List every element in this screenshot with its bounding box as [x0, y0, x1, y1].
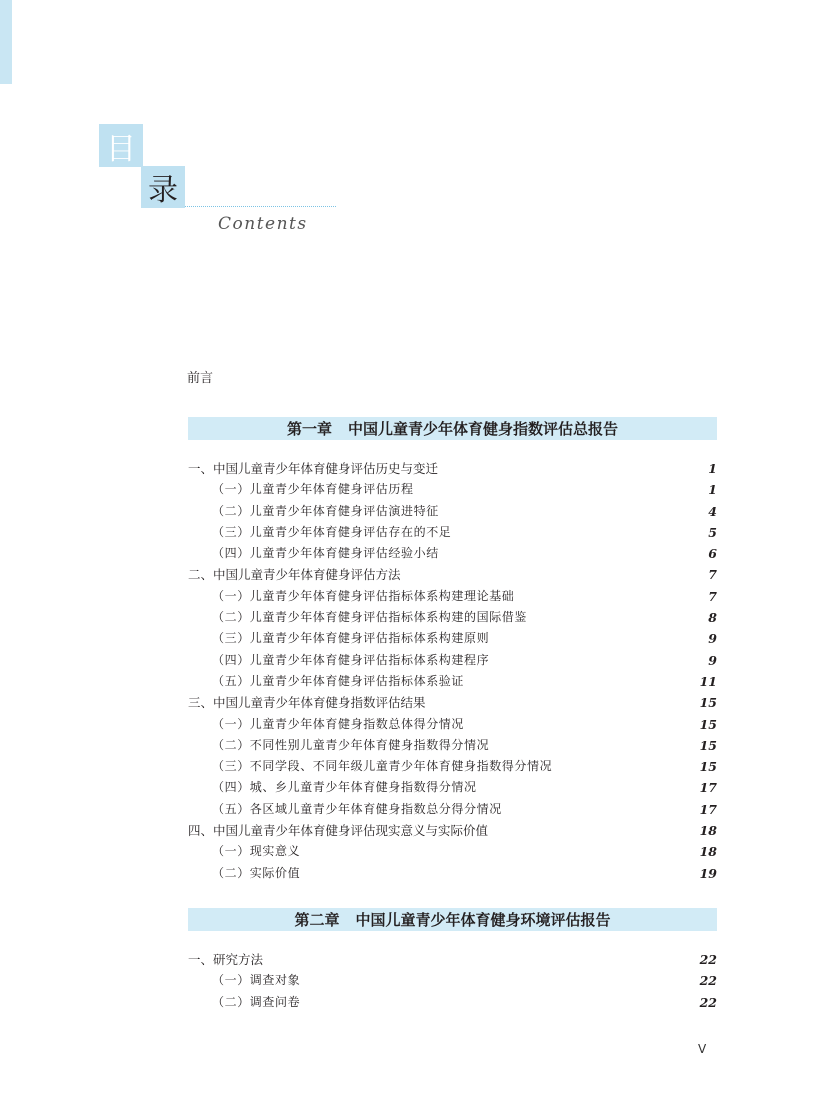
toc-entry-title: （四）儿童青少年体育健身评估经验小结 — [212, 546, 439, 561]
toc-entry-title: （一）调查对象 — [212, 973, 301, 988]
page-number: V — [698, 1042, 707, 1056]
toc-subsection-entry[interactable] — [188, 522, 717, 543]
toc-subsection-entry[interactable] — [188, 863, 717, 884]
toc-subsection-entry[interactable] — [188, 650, 717, 671]
toc-entry-title: （二）儿童青少年体育健身评估指标体系构建的国际借鉴 — [212, 610, 528, 625]
toc-subsection-entry[interactable] — [188, 543, 717, 564]
toc-subsection-entry[interactable] — [188, 714, 717, 735]
toc-subsection-entry[interactable] — [188, 586, 717, 607]
toc-entry-page: 4 — [708, 503, 717, 519]
toc-subsection-entry[interactable] — [188, 756, 717, 777]
toc-entry-title: （二）不同性别儿童青少年体育健身指数得分情况 — [212, 737, 490, 752]
toc-entry-page: 18 — [699, 844, 717, 860]
edge-tab-strip — [0, 0, 12, 84]
toc-subsection-entry[interactable] — [188, 671, 717, 692]
toc-entry-page: 5 — [708, 524, 717, 540]
toc-entry-title: 一、研究方法 — [188, 952, 264, 967]
toc-subsection-entry[interactable] — [188, 970, 717, 991]
toc-entry-page: 11 — [699, 673, 717, 689]
toc-subsection-entry[interactable] — [188, 735, 717, 756]
toc-entry-page: 15 — [699, 759, 717, 775]
toc-entry-title: （四）儿童青少年体育健身评估指标体系构建程序 — [212, 652, 490, 667]
toc-entry-page: 9 — [708, 652, 717, 668]
toc-subsection-entry[interactable] — [188, 607, 717, 628]
toc-entry-page: 17 — [699, 801, 717, 817]
toc-entry-title: （一）儿童青少年体育健身指数总体得分情况 — [212, 716, 465, 731]
toc-subsection-entry[interactable] — [188, 992, 717, 1013]
toc-entry-title: （一）儿童青少年体育健身评估历程 — [212, 482, 414, 497]
toc-entry-page: 18 — [699, 823, 717, 839]
toc-subsection-entry[interactable] — [188, 799, 717, 820]
toc-entry-title: （二）调查问卷 — [212, 994, 301, 1009]
toc-entry-page: 1 — [708, 482, 717, 498]
toc-entry-title: （四）城、乡儿童青少年体育健身指数得分情况 — [212, 780, 477, 795]
toc-entry-page: 19 — [699, 865, 717, 881]
toc-heading-lu — [141, 166, 185, 208]
chapter-2-banner[interactable] — [188, 908, 717, 931]
chapter-1-number: 第一章 — [286, 420, 332, 438]
toc-subsection-entry[interactable] — [188, 501, 717, 522]
toc-subsection-entry[interactable] — [188, 628, 717, 649]
toc-entry-title: （三）不同学段、不同年级儿童青少年体育健身指数得分情况 — [212, 759, 553, 774]
toc-section-entry[interactable] — [188, 458, 717, 479]
toc-subsection-entry[interactable] — [188, 777, 717, 798]
toc-entry-page: 1 — [708, 461, 717, 476]
toc-entry-page: 15 — [699, 716, 717, 732]
chapter-1-banner[interactable] — [188, 417, 717, 440]
toc-entry-page: 22 — [699, 994, 717, 1010]
toc-section-entry[interactable] — [188, 820, 717, 841]
toc-entry-title: 四、中国儿童青少年体育健身评估现实意义与实际价值 — [188, 823, 489, 839]
toc-section-entry[interactable] — [188, 692, 717, 713]
toc-section-entry[interactable] — [188, 949, 717, 970]
toc-entry-page: 8 — [708, 610, 717, 626]
contents-label: Contents — [218, 214, 308, 234]
toc-subsection-entry[interactable] — [188, 841, 717, 862]
chapter-2-title: 中国儿童青少年体育健身环境评估报告 — [355, 911, 611, 929]
toc-entry-page: 6 — [708, 546, 717, 562]
chapter-1-toc — [188, 458, 717, 884]
toc-entry-title: 三、中国儿童青少年体育健身指数评估结果 — [188, 695, 426, 711]
toc-entry-page: 22 — [699, 973, 717, 989]
toc-entry-title: （二）实际价值 — [212, 865, 301, 880]
toc-entry-title: 二、中国儿童青少年体育健身评估方法 — [188, 567, 401, 583]
toc-section-entry[interactable] — [188, 564, 717, 585]
toc-entry-page: 15 — [699, 737, 717, 753]
toc-entry-title: （五）各区域儿童青少年体育健身指数总分得分情况 — [212, 801, 502, 816]
toc-entry-title: （二）儿童青少年体育健身评估演进特征 — [212, 503, 439, 518]
toc-subsection-entry[interactable] — [188, 479, 717, 500]
toc-entry-page: 7 — [708, 588, 717, 604]
toc-heading-lu-char: 录 — [148, 173, 178, 208]
toc-entry-page: 22 — [699, 952, 717, 967]
chapter-2-toc — [188, 949, 717, 1013]
toc-entry-title: （一）儿童青少年体育健身评估指标体系构建理论基础 — [212, 588, 515, 603]
chapter-1-title: 中国儿童青少年体育健身指数评估总报告 — [348, 420, 619, 438]
preface-link[interactable]: 前言 — [187, 371, 214, 386]
toc-heading-mu — [99, 124, 143, 167]
chapter-2-number: 第二章 — [294, 911, 340, 929]
toc-entry-title: （一）现实意义 — [212, 844, 301, 859]
toc-entry-page: 7 — [708, 567, 717, 583]
toc-entry-page: 17 — [699, 780, 717, 796]
toc-entry-title: （三）儿童青少年体育健身评估存在的不足 — [212, 524, 452, 539]
toc-entry-page: 9 — [708, 631, 717, 647]
toc-heading-mu-char: 目 — [106, 131, 136, 167]
heading-dotted-rule — [185, 206, 336, 207]
toc-entry-title: 一、中国儿童青少年体育健身评估历史与变迁 — [188, 461, 439, 476]
toc-entry-title: （三）儿童青少年体育健身评估指标体系构建原则 — [212, 631, 490, 646]
toc-entry-page: 15 — [699, 695, 717, 711]
toc-entry-title: （五）儿童青少年体育健身评估指标体系验证 — [212, 673, 465, 688]
